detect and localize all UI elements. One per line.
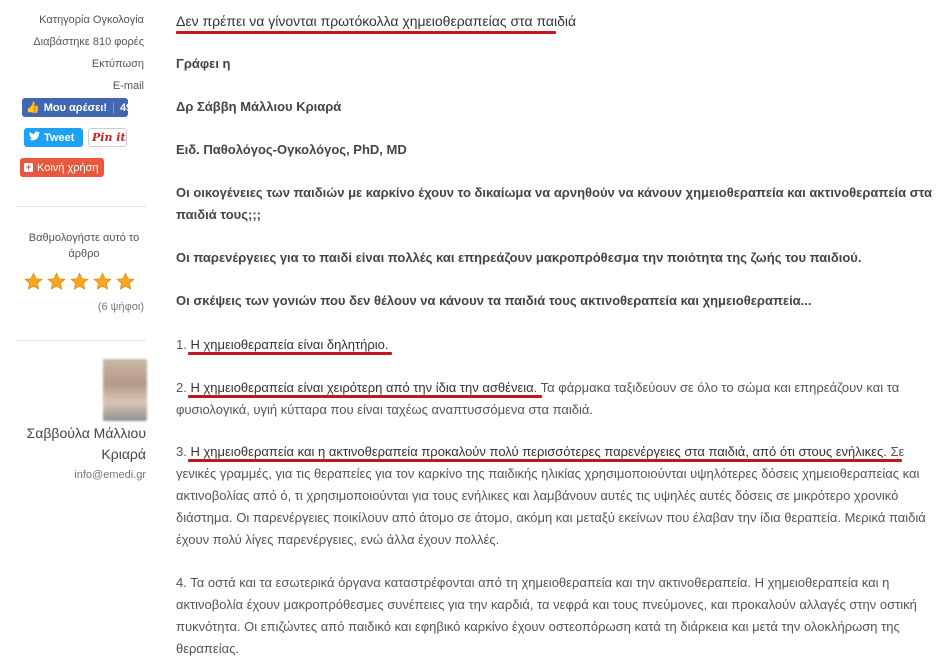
item-3-text: Σε γενικές γραμμές, για τις θεραπείες για τον καρκίνο της παιδικής ηλικίας χρησιμοποιούνται υψηλότερες δόσεις χημειοθεραπείας και ακτινοβολίας από ό, τι χρησιμοποιούνται για τους ενήλικες και λαμβάνουν αυτές τις υψηλές αυτές δόσεις σε μικρότερο χρονικό διάστημα. Οι παρενέργειες ποικίλουν από άτομο σε άτομο, ακόμη και μεταξύ εκείνων που έλαβαν την ίδια θεραπεία. Μερικά παιδιά έχουν πολύ λίγες παρενέργειες, ενώ άλλα έχουν πολλές. bbox=[176, 444, 926, 547]
facebook-like-button[interactable] bbox=[22, 98, 133, 117]
list-item bbox=[176, 377, 938, 421]
item-number: 2. bbox=[176, 380, 187, 395]
item-2-link[interactable]: Η χημειοθεραπεία είναι χειρότερη από την ίδια την ασθένεια bbox=[190, 380, 534, 395]
sidebar-divider bbox=[16, 340, 146, 341]
item-2-underline bbox=[188, 395, 542, 398]
item-3-link[interactable]: Η χημειοθεραπεία και η ακτινοθεραπεία προκαλούν πολύ περισσότερες παρενέργειες στα παιδιά, από ότι στους ενήλικες. bbox=[190, 444, 887, 459]
author-byline: Δρ Σάββη Μάλλιου Κριαρά bbox=[176, 99, 342, 114]
tweet-button[interactable] bbox=[24, 128, 83, 147]
star-icon[interactable] bbox=[70, 272, 89, 291]
plus-icon: + bbox=[25, 162, 32, 172]
item-1-link[interactable]: Η χημειοθεραπεία είναι δηλητήριο. bbox=[190, 337, 389, 352]
list-item-4: 4. Τα οστά και τα εσωτερικά όργανα καταστρέφονται από τη χημειοθεραπεία και την ακτινοθεραπεία. Η χημειοθεραπεία και η ακτινοβολία έχουν μακροπρόθεσμες συνέπειες για την καρδιά, τα νεφρά και τους πνεύμονες, και προκαλούν αλλαγές στην οστική πυκνότητα. Οι επιζώντες από παιδικό και εφηβικό καρκίνο έχουν οστεοπόρωση κατά τη διάρκεια και μετά την ολοκλήρωση της θεραπείας. bbox=[176, 575, 917, 656]
paragraph-1: Οι οικογένειες των παιδιών με καρκίνο έχουν το δικαίωμα να αρνηθούν να κάνουν χημειοθεραπεία και ακτινοθεραπεία στα παιδιά τους;;; bbox=[176, 185, 933, 222]
list-item bbox=[176, 441, 938, 551]
star-icon[interactable] bbox=[47, 272, 66, 291]
title-underline bbox=[176, 31, 556, 34]
share-label: Κοινή χρήση bbox=[37, 161, 99, 174]
item-number: 3. bbox=[176, 444, 187, 459]
author-avatar[interactable] bbox=[103, 359, 147, 421]
fb-like-label: Μου αρέσει! bbox=[43, 101, 108, 114]
vote-count: (6 ψήφοι) bbox=[97, 301, 144, 313]
paragraph-2: Οι παρενέργειες για το παιδί είναι πολλές και επηρεάζουν μακροπρόθεσμα την ποιότητα της ζωής του παιδιού. bbox=[176, 250, 862, 265]
read-count: Διαβάστηκε 810 φορές bbox=[33, 36, 144, 48]
fb-like-count: 49 bbox=[113, 102, 132, 114]
email-link[interactable]: E-mail bbox=[112, 80, 144, 92]
tweet-label: Tweet bbox=[44, 131, 75, 144]
sidebar-divider bbox=[16, 206, 146, 207]
star-icon[interactable] bbox=[93, 272, 112, 291]
star-icon[interactable] bbox=[116, 272, 135, 291]
share-button[interactable] bbox=[20, 158, 104, 177]
pin-label: Pin it bbox=[92, 131, 126, 144]
item-number: 1. bbox=[176, 337, 187, 352]
article-sidebar bbox=[0, 0, 148, 658]
item-2-text: . Τα φάρμακα ταξιδεύουν σε όλο το σώμα και επηρεάζουν και τα φυσιολογικά, υγιή κύτταρα που είναι ταχέως αναπτυσσόμενα στα παιδιά. bbox=[176, 380, 900, 417]
thumbs-up-icon: 👍 bbox=[26, 102, 40, 114]
article-title: Δεν πρέπει να γίνονται πρωτόκολλα χημειοθεραπείας στα παιδιά bbox=[176, 13, 577, 29]
author-specialty: Ειδ. Παθολόγος-Ογκολόγος, PhD, MD bbox=[176, 142, 407, 157]
star-icon[interactable] bbox=[24, 272, 43, 291]
writes-label: Γράφει η bbox=[176, 56, 231, 71]
rating-label: Βαθμολογήστε αυτό το άρθρο bbox=[28, 232, 140, 260]
twitter-bird-icon bbox=[29, 131, 40, 144]
author-name[interactable]: Σαββούλα Μάλλιου Κριαρά bbox=[26, 425, 146, 462]
author-email: info@emedi.gr bbox=[74, 469, 146, 481]
pinterest-button[interactable] bbox=[88, 128, 127, 147]
item-3-underline bbox=[188, 459, 902, 462]
paragraph-3: Οι σκέψεις των γονιών που δεν θέλουν να κάνουν τα παιδιά τους ακτινοθεραπεία και χημειοθεραπεία... bbox=[176, 293, 812, 308]
print-link[interactable]: Εκτύπωση bbox=[91, 58, 144, 70]
item-1-underline bbox=[188, 352, 392, 355]
category-label: Κατηγορία Ογκολογία bbox=[39, 14, 144, 26]
rating-stars[interactable] bbox=[24, 272, 135, 291]
